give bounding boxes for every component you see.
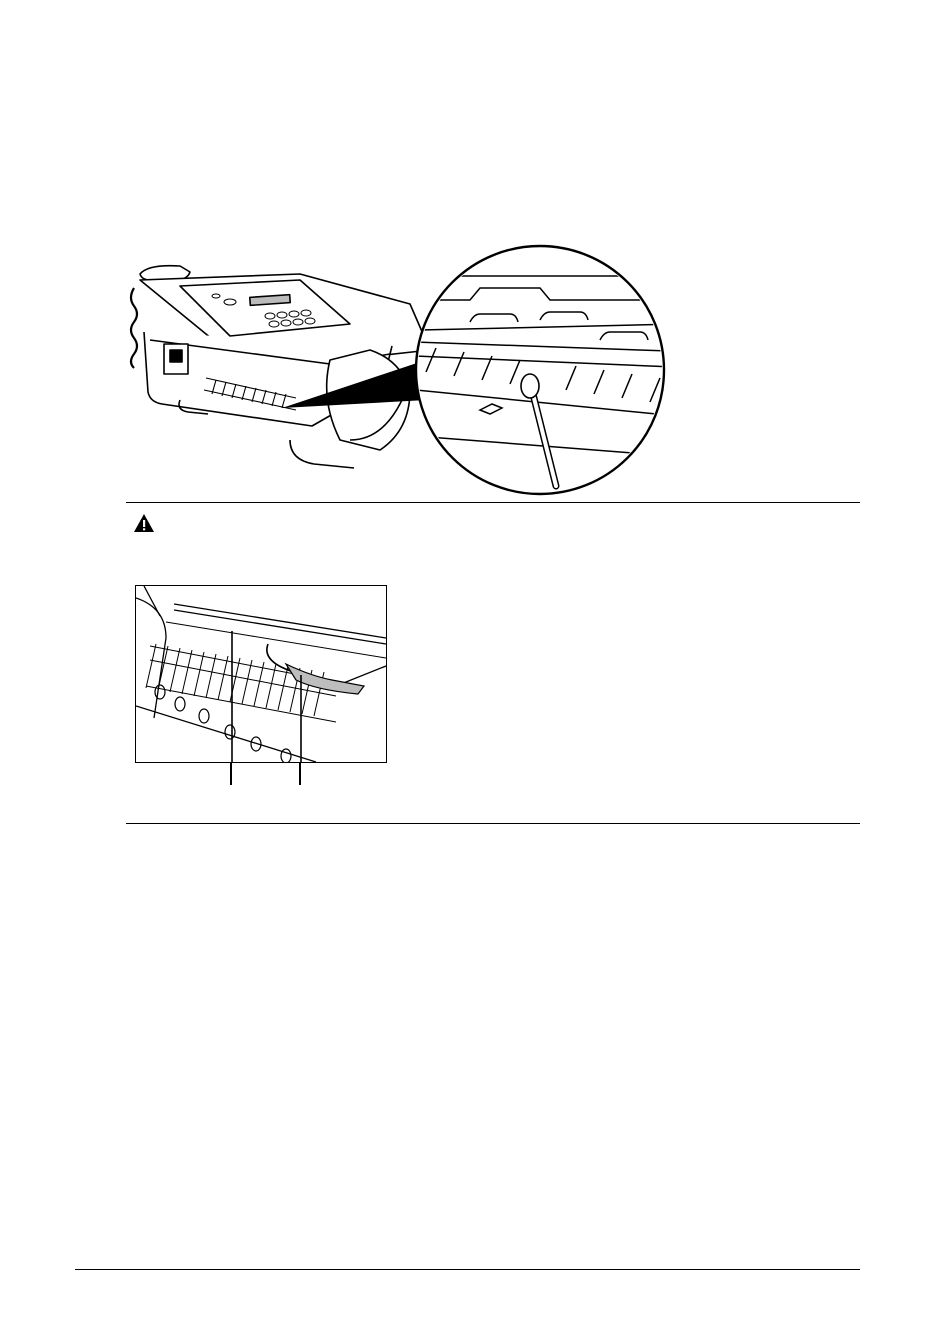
- detail-figure: [135, 585, 387, 763]
- footer-rule: [75, 1269, 860, 1270]
- cotton-swab-magnified-icon: [410, 240, 680, 494]
- warning-triangle-icon: [133, 513, 155, 533]
- caution-bottom-rule: [126, 823, 860, 824]
- inner-paper-path-illustration: [136, 586, 386, 762]
- main-figure: [120, 240, 680, 500]
- caution-top-rule: [126, 502, 860, 503]
- fax-machine-illustration: [120, 240, 680, 500]
- callout-line-a: [230, 763, 232, 785]
- callout-line-b: [299, 763, 301, 785]
